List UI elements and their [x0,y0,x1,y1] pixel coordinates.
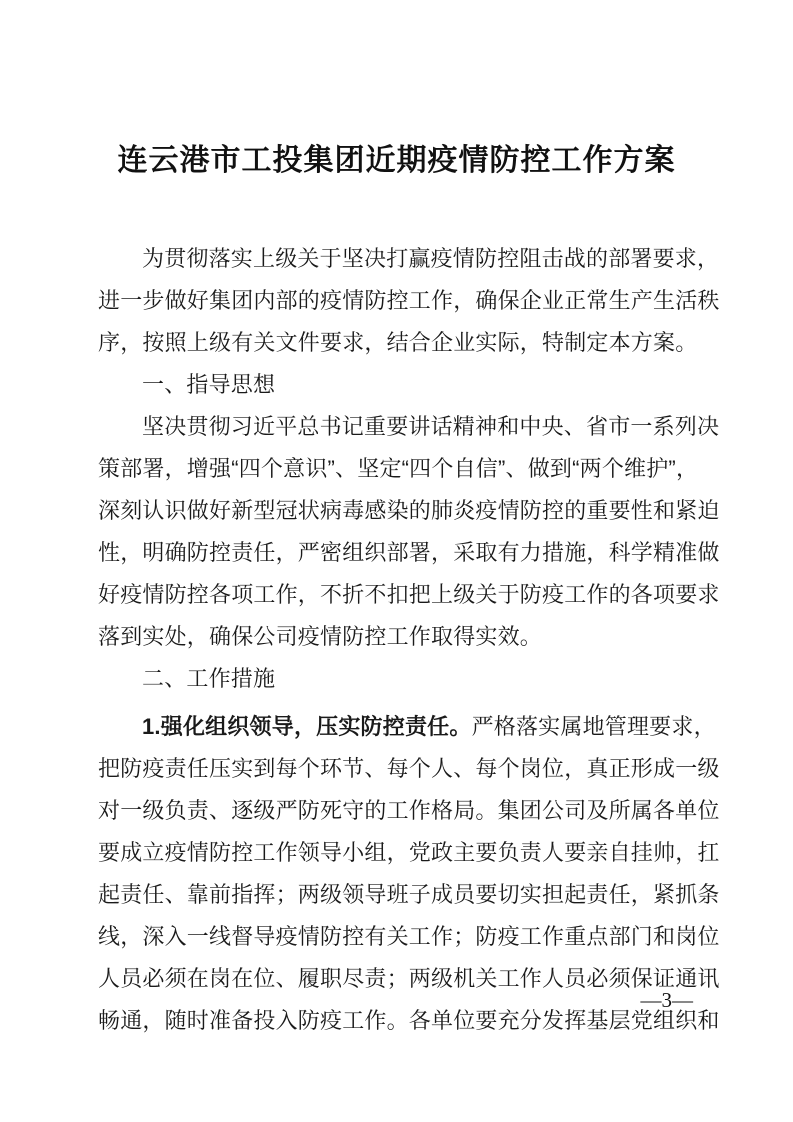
line-text: 为贯彻落实上级关于坚决打赢疫情防控阻击战的部署要求， [142,246,720,271]
document-line [98,238,720,280]
line-text: 深刻认识做好新型冠状病毒感染的肺炎疫情防控的重要性和紧迫 [98,498,720,523]
document-line [98,532,720,574]
document-line [98,874,720,916]
line-text: 把防疫责任压实到每个环节、每个人、每个岗位，真正形成一级 [98,756,720,781]
line-text: 起责任、靠前指挥；两级领导班子成员要切实担起责任，紧抓条 [98,882,720,907]
line-text: 好疫情防控各项工作，不折不扣把上级关于防疫工作的各项要求 [98,582,720,607]
document-line [98,280,720,322]
line-text: 进一步做好集团内部的疫情防控工作，确保企业正常生产生活秩 [98,288,720,313]
document-body [98,238,720,1042]
document-line [98,1000,720,1042]
line-text: 要成立疫情防控工作领导小组，党政主要负责人要亲自挂帅，扛 [98,840,720,865]
line-text: 严格落实属地管理要求， [471,714,716,739]
line-text: 落到实处，确保公司疫情防控工作取得实效。 [98,624,543,649]
section-heading-2 [98,658,715,700]
line-text: 一、指导思想 [142,372,276,397]
document-line [98,832,720,874]
measure-1-lead [98,706,715,748]
document-line [98,448,715,490]
line-text: 性，明确防控责任，严密组织部署，采取有力措施，科学精准做 [98,540,720,565]
document-line [98,958,720,1000]
page-number: —3— [640,988,693,1012]
document-line [98,574,720,616]
line-text: 人员必须在岗在位、履职尽责；两级机关工作人员必须保证通讯 [98,966,720,991]
line-text: 策部署，增强“四个意识”、坚定“四个自信”、做到“两个维护”， [98,456,699,481]
line-text: 对一级负责、逐级严防死守的工作格局。集团公司及所属各单位 [98,798,720,823]
document-title: 连云港市工投集团近期疫情防控工作方案 [117,144,676,177]
line-text: 二、工作措施 [142,666,276,691]
section-heading-1 [98,364,715,406]
document-line [98,916,720,958]
line-text: 序，按照上级有关文件要求，结合企业实际，特制定本方案。 [98,330,698,355]
document-line [98,790,720,832]
document-line [98,406,720,448]
line-text: 畅通，随时准备投入防疫工作。各单位要充分发挥基层党组织和 [98,1008,720,1033]
line-text: 坚决贯彻习近平总书记重要讲话精神和中央、省市一系列决 [142,414,720,439]
line-text: 线，深入一线督导疫情防控有关工作；防疫工作重点部门和岗位 [98,924,720,949]
document-line [98,490,720,532]
document-line [98,616,715,658]
document-line [98,748,720,790]
bold-lead-text: 1.强化组织领导，压实防控责任。 [142,714,472,739]
document-line [98,322,715,364]
